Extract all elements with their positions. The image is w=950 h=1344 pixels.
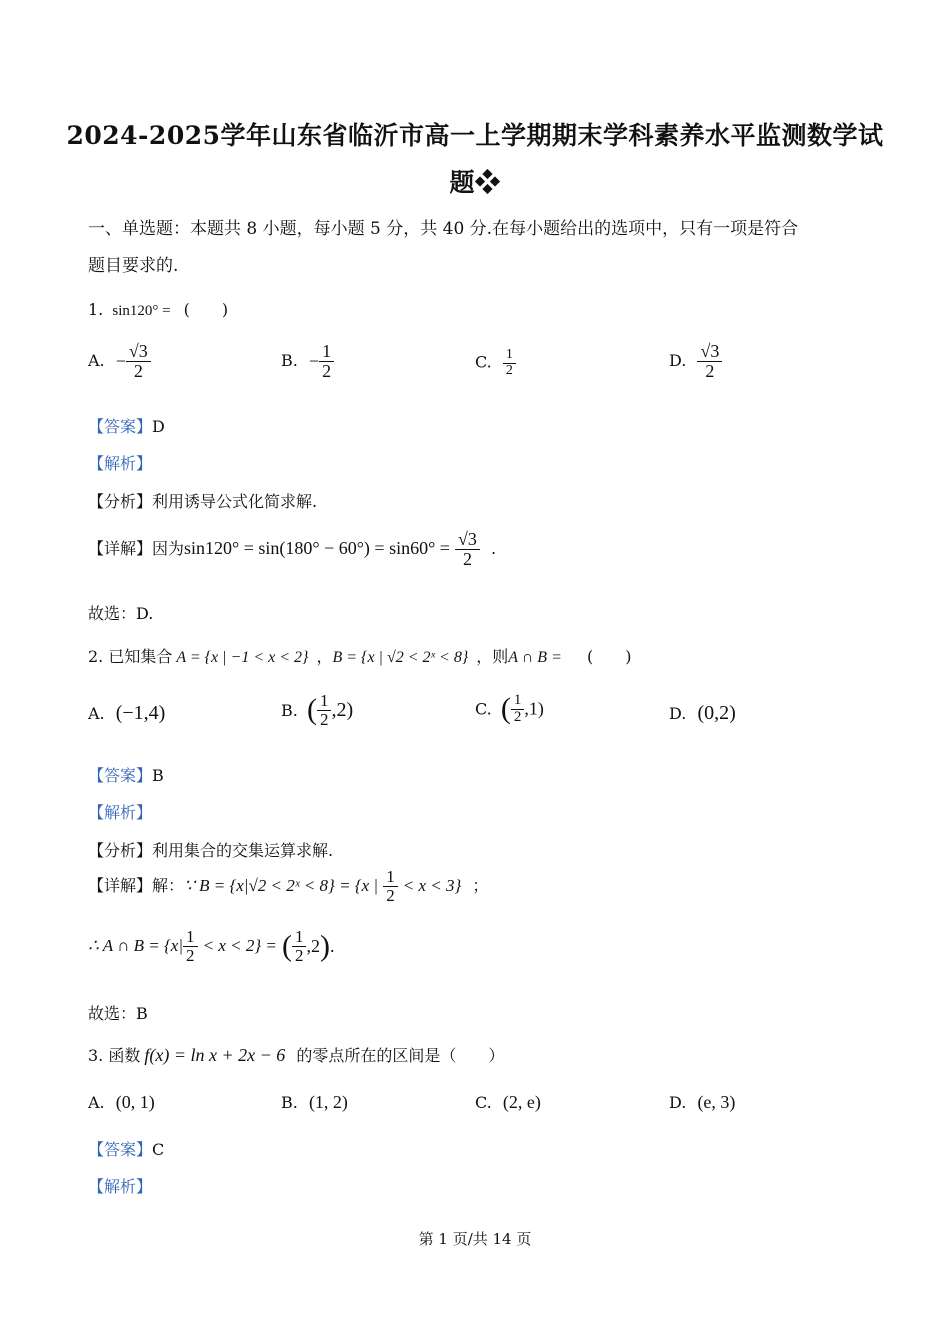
q2-analysis-tag: 【解析】 bbox=[88, 803, 153, 822]
q3-option-d: D. (e, 3) bbox=[669, 1092, 736, 1112]
q1-option-d bbox=[669, 342, 722, 381]
q3-expression: f(x) = ln x + 2x − 6 bbox=[144, 1045, 286, 1065]
q1-stem bbox=[88, 297, 228, 320]
q3-option-a: A. (0, 1) bbox=[88, 1092, 155, 1112]
q1-answer bbox=[88, 414, 165, 437]
q3-answer: 【答案】C bbox=[88, 1140, 165, 1159]
q2-expression: A ∩ B = bbox=[508, 649, 562, 666]
q2-option-a: A. (−1,4) bbox=[88, 702, 166, 724]
q2-number: 2. bbox=[88, 647, 104, 666]
q1-option-c bbox=[475, 348, 516, 378]
q3-stem: 3. 函数 f(x) = ln x + 2x − 6 的零点所在的区间是（ ） bbox=[88, 1045, 505, 1065]
q1-choice: 故选：D. bbox=[88, 604, 154, 623]
q2-set-a: A = {x | −1 < x < 2} bbox=[176, 649, 309, 666]
q1-option-b bbox=[281, 342, 334, 381]
q2-fenxi: 【分析】利用集合的交集运算求解. bbox=[88, 841, 334, 860]
q1-option-a bbox=[88, 342, 151, 381]
answer-tag: 【答案】 bbox=[88, 417, 153, 436]
q1-number: 1. bbox=[88, 300, 104, 319]
q3-option-b: B. (1, 2) bbox=[281, 1092, 348, 1112]
option-sign: − bbox=[115, 350, 126, 371]
q1-detail-expression: sin120° = sin(180° − 60°) = sin60° = bbox=[184, 537, 450, 558]
option-fraction: $\frac{√3}{2}$ bbox=[126, 342, 151, 381]
document-title-line2: 题❖ bbox=[449, 168, 501, 197]
q3-option-c: C. (2, e) bbox=[475, 1092, 541, 1112]
option-letter: C. bbox=[475, 352, 492, 372]
q1-detail: 【详解】因为sin120° = sin(180° − 60°) = sin60° = $\frac{√3}{2}$ . bbox=[88, 529, 497, 569]
option-fraction: $\frac{1}{2}$ bbox=[503, 348, 516, 378]
option-sign: − bbox=[308, 350, 320, 371]
q1-analysis-tag: 【解析】 bbox=[88, 454, 153, 473]
q1-paren: ( ) bbox=[183, 300, 229, 319]
answer-value: D bbox=[152, 417, 165, 436]
option-fraction: $\frac{√3}{2}$ bbox=[697, 342, 722, 381]
q3-analysis-tag: 【解析】 bbox=[88, 1177, 153, 1196]
q1-fenxi: 【分析】利用诱导公式化简求解. bbox=[88, 492, 318, 511]
q2-set-b: B = {x | √2 < 2ˣ < 8} bbox=[332, 649, 469, 666]
q2-stem: 2. 已知集合 A = {x | −1 < x < 2} ，B = {x | √2 < 2ˣ < 8} ，则A ∩ B = ( ) bbox=[88, 647, 632, 666]
q2-option-b: B. ( $\frac{1}{2}$ ,2) bbox=[281, 691, 354, 729]
q1-expression: sin120° = bbox=[112, 303, 171, 319]
q2-option-d: D. (0,2) bbox=[669, 702, 736, 724]
option-letter: D. bbox=[669, 350, 687, 370]
section-heading-line1: 一、单选题：本题共 8 小题，每小题 5 分，共 40 分.在每小题给出的选项中，只有一项是符合 bbox=[88, 219, 799, 239]
option-fraction: $\frac{1}{2}$ bbox=[319, 342, 334, 381]
page-footer: 第 1 页/共 14 页 bbox=[418, 1230, 532, 1248]
option-letter: B. bbox=[281, 350, 298, 370]
q2-detail-line2: ∴ A ∩ B = {x| $\frac{1}{2}$ < x < 2} = ( $\frac{1}{2}$ ,2). bbox=[88, 927, 335, 965]
q1-detail-fraction: $\frac{√3}{2}$ bbox=[455, 530, 480, 569]
document-title-line1: 2024-2025学年山东省临沂市高一上学期期末学科素养水平监测数学试 bbox=[66, 121, 884, 150]
q2-detail-line1: 【详解】解：∵ B = {x|√2 < 2ˣ < 8} = {x | $\frac{1}{2}$ < x < 3} ； bbox=[88, 867, 489, 905]
section-heading-line2: 题目要求的. bbox=[88, 256, 179, 276]
q2-option-c: C. ( $\frac{1}{2}$ ,1) bbox=[475, 691, 544, 725]
option-letter: A. bbox=[88, 350, 105, 370]
q2-choice: 故选：B bbox=[88, 1004, 148, 1023]
q2-answer: 【答案】B bbox=[88, 766, 164, 785]
